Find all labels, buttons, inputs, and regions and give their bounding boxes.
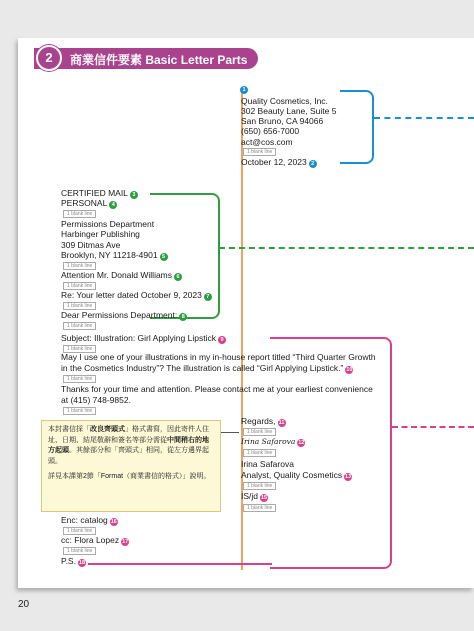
- badge-11: 11: [278, 420, 285, 426]
- salutation: [61, 310, 187, 321]
- blank-line-marker: 1 blank line: [63, 302, 96, 310]
- signer-title-text: Analyst, Quality Cosmetics: [241, 470, 343, 480]
- inside-address-last: Brooklyn, NY 11218-4901: [61, 250, 158, 260]
- note-text: 」格式書寫，因此寄件人住址、日期、結尾敬辭和簽名等部分需從: [48, 426, 209, 444]
- body-paragraph-1-line-1: May I use one of your illustrations in my in-house report titled “Third Quarter Growth: [61, 352, 376, 362]
- page-number: 20: [18, 599, 30, 610]
- blank-line-marker: 1 blank line: [243, 449, 276, 457]
- note-paragraph-1: [48, 425, 214, 467]
- pink-connector: [88, 563, 272, 565]
- blue-dashed-line: [374, 117, 474, 119]
- badge-9: 9: [218, 336, 226, 344]
- closing-regards: [241, 416, 286, 427]
- cc-line: [61, 535, 129, 546]
- signer-name: Irina Safarova: [241, 459, 294, 469]
- badge-16: 16: [110, 519, 117, 525]
- personal-notation: [61, 198, 117, 209]
- badge-2: 2: [309, 160, 317, 168]
- certified-text: CERTIFIED MAIL: [61, 188, 128, 198]
- badge-18: 18: [78, 560, 86, 566]
- inside-address-line-4: [61, 250, 168, 261]
- ps-text: P.S.: [61, 556, 76, 566]
- handwritten-signature: [241, 437, 305, 447]
- badge-5: 5: [160, 253, 168, 261]
- explanation-note: [41, 420, 221, 512]
- badge-12: 12: [298, 440, 305, 446]
- signature-text: Irina Safarova: [241, 437, 296, 446]
- body-paragraph-2-line-2: at (415) 748-9852.: [61, 395, 131, 405]
- personal-text: PERSONAL: [61, 198, 108, 208]
- badge-3: 3: [130, 191, 138, 199]
- badge-4: 4: [109, 201, 117, 209]
- blank-line-marker: 1 blank line: [63, 407, 96, 415]
- sender-email: act@cos.com: [241, 137, 293, 147]
- blank-line-marker: 1 blank line: [63, 375, 96, 383]
- note-emphasis: 改良齊頭式: [90, 426, 125, 433]
- body-paragraph-1-line-2-text: in the Cosmetics Industry”? The illustration is called “Girl Applying Lipstick.”: [61, 363, 344, 373]
- note-text: 。其餘部分和「齊頭式」相同，從左方邊界起頭。: [48, 447, 209, 465]
- badge-17: 17: [122, 539, 129, 545]
- attention-line: [61, 270, 182, 281]
- badge-7: 7: [204, 293, 212, 301]
- blank-line-marker: 1 blank line: [63, 262, 96, 270]
- subject-text: Subject: Illustration: Girl Applying Lipstick: [61, 333, 216, 343]
- cc-text: cc: Flora Lopez: [61, 535, 120, 545]
- regards-text: Regards,: [241, 416, 276, 426]
- note-paragraph-2: 詳見本課第2節「Format（商業書信的格式）」說明。: [48, 473, 211, 480]
- inside-address-line-3: 309 Ditmas Ave: [61, 240, 121, 250]
- blank-line-marker: 1 blank line: [63, 282, 96, 290]
- blank-line-marker: 1 blank line: [243, 504, 276, 512]
- reference-line: [61, 290, 212, 301]
- enclosure-text: Enc: catalog: [61, 515, 108, 525]
- sender-phone: (650) 656-7000: [241, 126, 300, 136]
- note-text: 本封書信採「: [48, 426, 90, 433]
- badge-10: 10: [346, 367, 353, 373]
- blank-line-marker: 1 blank line: [63, 547, 96, 555]
- blank-line-marker: 1 blank line: [243, 482, 276, 490]
- blank-line-marker: 1 blank line: [243, 148, 276, 156]
- attention-text: Attention Mr. Donald Williams: [61, 270, 173, 280]
- section-number: 2: [36, 45, 62, 71]
- blank-line-marker: 1 blank line: [63, 527, 96, 535]
- salutation-text: Dear Permissions Department:: [61, 310, 178, 320]
- blank-line-marker: 1 blank line: [63, 322, 96, 330]
- date-text: October 12, 2023: [241, 157, 307, 167]
- inside-address-line-1: Permissions Department: [61, 219, 155, 229]
- badge-6: 6: [174, 273, 182, 281]
- sender-company: Quality Cosmetics, Inc.: [241, 96, 328, 106]
- blank-line-marker: 1 blank line: [243, 428, 276, 436]
- reference-initials: [241, 491, 268, 502]
- note-pointer-arrow: [221, 432, 239, 433]
- blank-line-marker: 1 blank line: [63, 210, 96, 218]
- body-paragraph-1-line-2: [61, 363, 353, 374]
- section-title: 商業信件要素 Basic Letter Parts: [70, 53, 248, 67]
- sender-street: 302 Beauty Lane, Suite 5: [241, 106, 337, 116]
- badge-15: 15: [260, 495, 268, 501]
- pink-dashed-line: [392, 426, 474, 428]
- initials-text: IS/jd: [241, 491, 259, 501]
- badge-13: 13: [345, 474, 352, 480]
- subject-line: [61, 333, 226, 344]
- reference-text: Re: Your letter dated October 9, 2023: [61, 290, 202, 300]
- signer-title: [241, 470, 352, 481]
- body-paragraph-2-line-1: Thanks for your time and attention. Please contact me at your earliest convenience: [61, 384, 373, 394]
- letter-date: [241, 157, 317, 168]
- inside-address-line-2: Harbinger Publishing: [61, 229, 140, 239]
- note-emphasis: 中間稍右的地方起頭: [48, 436, 209, 454]
- blue-bracket: [340, 90, 374, 164]
- green-dashed-line: [219, 247, 474, 249]
- postscript-line: [61, 556, 86, 567]
- blank-line-marker: 1 blank line: [63, 345, 96, 353]
- sender-city: San Bruno, CA 94066: [241, 116, 324, 126]
- badge-8: 8: [179, 313, 187, 321]
- badge-1: 1: [240, 86, 248, 94]
- enclosure-line: [61, 515, 118, 526]
